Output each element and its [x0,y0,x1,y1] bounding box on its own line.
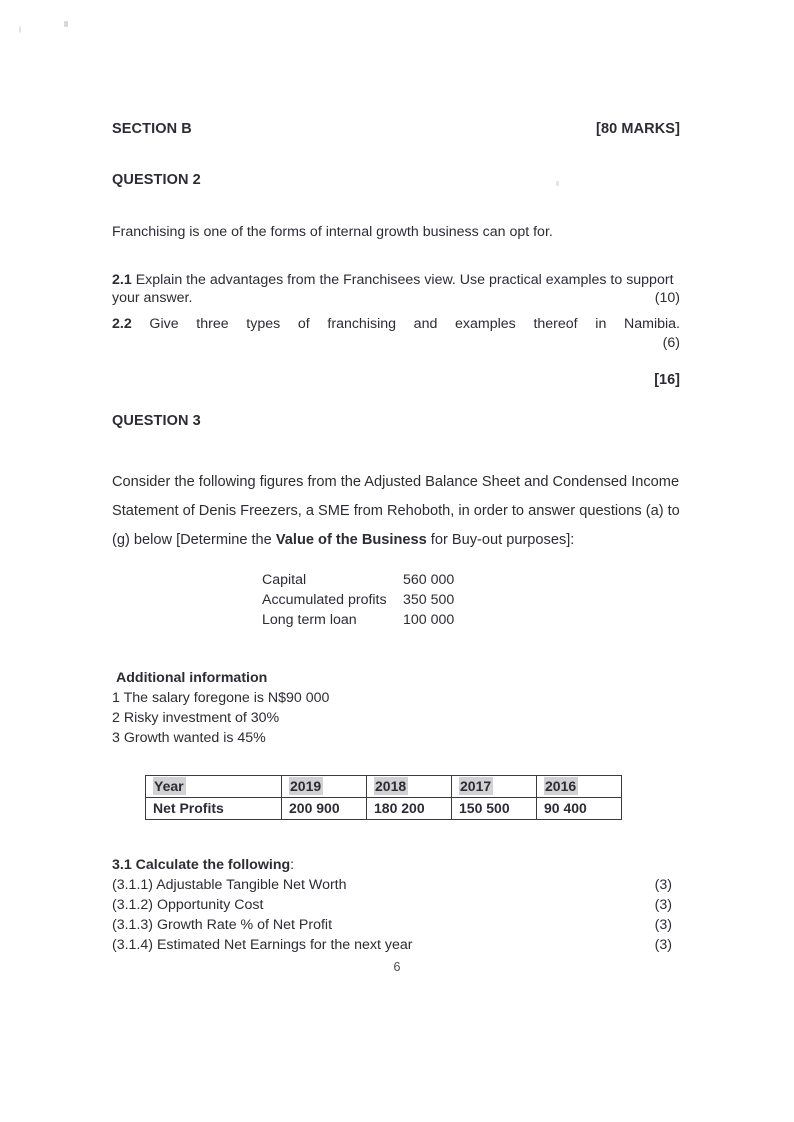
calculate-heading-colon: : [290,856,295,873]
calculate-item [112,895,680,915]
question-3-intro-part2: for Buy-out purposes]: [426,532,575,549]
calculate-item-label [112,875,347,895]
question-2-1-body [112,271,680,308]
table-cell-row-header: Net Profits [146,797,282,819]
table-row-net-profits [146,797,622,819]
question-2-1-number: 2.1 [112,271,132,288]
table-cell-year [367,775,452,797]
calculate-item-text: Estimated Net Earnings for the next year [156,937,413,954]
calculate-heading-text: 3.1 Calculate the following [112,856,291,873]
question-3-intro [112,429,680,556]
figure-row [262,590,680,610]
calculate-item-text: Growth Rate % of Net Profit [156,917,333,934]
question-2-total-marks: [16] [654,371,680,388]
additional-information-title: Additional information [116,669,268,686]
calculate-item-text: Opportunity Cost [156,896,264,913]
additional-information-item: 1 The salary foregone is N$90 000 [112,690,330,707]
question-2-2-text: Give three types of franchising and examples thereof in Namibia. [149,316,680,333]
table-cell-year [537,775,622,797]
table-cell-year [452,775,537,797]
calculate-item-marks: (3) [654,876,672,893]
question-3-intro-part1: Consider the following figures from the Adjusted Balance Sheet and Condensed Income Statement of Denis Freezers, a SME from Rehoboth, in order to answer questions (a) to (g) below [Determine the [112,473,680,549]
figures-block [262,556,680,630]
question-2-heading: QUESTION 2 [112,172,201,188]
net-profits-table [145,775,622,820]
calculate-item-label [112,935,412,955]
table-cell-profit: 200 900 [282,797,367,819]
question-2-intro: Franchising is one of the forms of internal growth business can opt for. [112,224,553,240]
page-content [112,0,680,955]
calculate-item-number: (3.1.4) [112,937,154,954]
table-year-value: 2017 [460,778,492,795]
figure-row [262,570,680,590]
figure-value: 100 000 [403,611,455,628]
question-2-1-text: Explain the advantages from the Franchisees view. Use practical examples to support your answer. [112,271,674,307]
table-header-year: Year [154,778,184,795]
table-year-value: 2019 [290,778,322,795]
calculate-item [112,915,680,935]
scan-speck-icon [19,26,21,33]
figure-label: Accumulated profits [262,591,387,608]
section-title: SECTION B [112,121,192,137]
additional-information-block [112,630,680,749]
table-year-value: 2018 [375,778,407,795]
calculate-item-label [112,895,263,915]
table-row-year [146,775,622,797]
calculate-item-marks: (3) [654,917,672,934]
calculate-item-text: Adjustable Tangible Net Worth [156,876,347,893]
table-cell-profit: 150 500 [452,797,537,819]
table-cell-profit: 180 200 [367,797,452,819]
page-number: 6 [393,960,401,974]
question-3-heading: QUESTION 3 [112,412,201,429]
question-2-1 [112,242,680,308]
additional-information-item: 2 Risky investment of 30% [112,710,280,727]
question-2-2-number: 2.2 [112,316,132,333]
section-header [112,0,680,137]
figure-value: 560 000 [403,571,455,588]
scan-speck-icon [64,21,68,27]
question-2-2-marks: (6) [662,334,680,351]
table-cell-row-header [146,775,282,797]
table-cell-year [282,775,367,797]
question-3-intro-emphasis: Value of the Business [275,532,427,549]
calculate-item [112,935,680,955]
calculate-item-number: (3.1.1) [112,876,154,893]
figure-value: 350 500 [403,591,455,608]
calculate-block [112,820,680,956]
question-2-1-marks: (10) [654,290,680,307]
calculate-item-marks: (3) [654,896,672,913]
question-2-2-body [112,315,680,334]
figure-row [262,610,680,630]
calculate-item-number: (3.1.3) [112,917,154,934]
question-2-2 [112,308,680,351]
calculate-heading [112,855,680,875]
section-marks: [80 MARKS] [596,121,680,137]
calculate-item-label [112,915,332,935]
calculate-item-number: (3.1.2) [112,896,154,913]
calculate-item-marks: (3) [654,937,672,954]
additional-information-item: 3 Growth wanted is 45% [112,730,266,747]
net-profits-table-wrapper [145,749,680,820]
table-cell-profit: 90 400 [537,797,622,819]
calculate-item [112,875,680,895]
table-year-value: 2016 [545,778,577,795]
figure-label: Long term loan [262,611,357,628]
figure-label: Capital [262,571,307,588]
